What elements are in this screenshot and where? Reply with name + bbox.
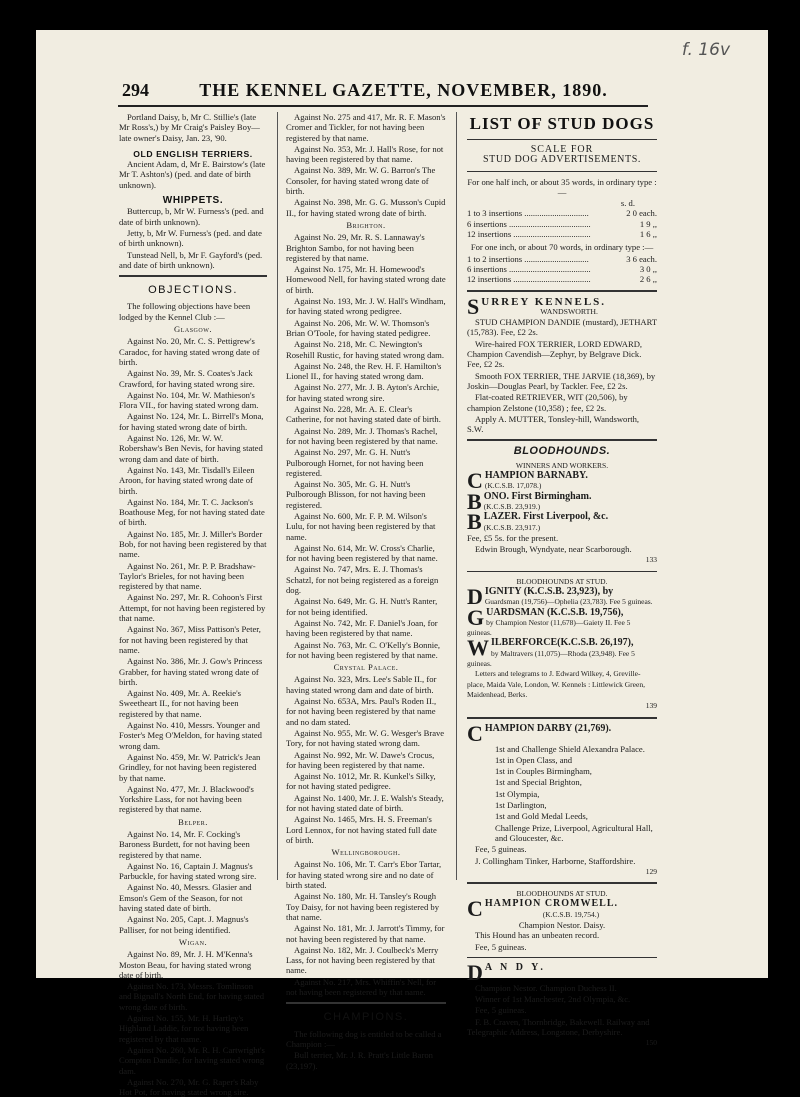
rate-price: 2 0 each. — [626, 208, 657, 219]
whippets-list — [119, 206, 267, 270]
objection-item: Against No. 600, Mr. F. P. M. Wilson's Lulu, for not having been registered by that name. — [286, 510, 436, 542]
sd-header: s. d. — [620, 198, 635, 209]
objection-item: Against No. 409, Mr. A. Reekie's Sweetheart II., for not having been registered by that name. — [119, 688, 241, 719]
dandy-text — [467, 983, 657, 1016]
rate-row — [467, 219, 657, 229]
column-divider-1 — [277, 112, 278, 880]
rate-half-inch-intro: For one half inch, or about 35 words, in ordinary type :— — [467, 176, 657, 197]
darby-ad-number: 129 — [645, 866, 657, 876]
cromwell-name: HAMPION CROMWELL. — [484, 898, 618, 910]
objection-item: Against No. 992, Mr. W. Dawe's Crocus, for having been registered by that name. — [286, 749, 435, 770]
objection-item: Against No. 297, Mr. R. Cohoon's First Attempt, for not having been registered by that name. — [119, 592, 266, 624]
belper-heading: Belper. — [178, 816, 208, 827]
winners-line: WINNERS AND WORKERS. — [515, 460, 609, 470]
objection-item: Against No. 20, Mr. C. S. Pettigrew's Caradoc, for having stated wrong date of birth. — [119, 336, 260, 367]
rate-price: 1 9 ,, — [639, 218, 657, 229]
crystal-palace-list — [286, 674, 446, 845]
objection-item: Against No. 459, Mr. W. Patrick's Jean Grindley, for not having been registered by that name. — [119, 751, 261, 783]
objection-item: Against No. 1465, Mrs. H. S. Freeman's Lord Lennox, for not having stated full date of birth. — [286, 814, 437, 845]
rate-price: 3 6 each. — [626, 253, 657, 264]
glasgow-list — [119, 336, 267, 814]
wigan-list — [119, 949, 267, 1097]
rate-label: 6 insertions ...................................... — [467, 263, 591, 274]
bloodhound-fee: Fee, £5 5s. for the present. — [467, 532, 559, 543]
objection-item: Against No. 40, Messrs. Glasier and Emson's Gem of the Season, for not having stated date of birth. — [119, 882, 252, 914]
bloodhound-entry — [467, 488, 657, 514]
entry-item: Buttercup, b, Mr W. Furness's (ped. and date of birth unknown). — [119, 206, 264, 227]
objection-item: Against No. 39, Mr. S. Coates's Jack Crawford, for having stated wrong sire. — [119, 368, 255, 389]
objection-item: Against No. 389, Mr. W. G. Barron's The Consoler, for having stated wrong date of birth. — [286, 165, 436, 197]
section-rule — [467, 882, 657, 884]
dropcap-letter: B — [467, 488, 482, 514]
surrey-text — [467, 317, 657, 434]
surrey-stud-entry: Smooth FOX TERRIER, THE JARVIE (18,369), by Joskin—Douglas Pearl, by Tackler. Fee, £2 2s. — [467, 370, 656, 391]
dropcap-letter: W — [467, 635, 489, 661]
column-three — [467, 112, 657, 1048]
rate-price: 3 0 ,, — [639, 263, 657, 274]
dandy-name: A N D Y. — [484, 961, 546, 973]
brighton-list — [286, 232, 446, 660]
intro-list — [119, 112, 267, 143]
section-rule — [119, 275, 267, 277]
objection-item: Against No. 398, Mr. G. G. Musson's Cupid II., for having stated wrong date of birth. — [286, 197, 446, 218]
rate-inch-intro: For one inch, or about 70 words, in ordinary type :— — [470, 242, 654, 253]
darby-win-line: 1st Darlington, — [495, 800, 547, 811]
objection-item: Against No. 14, Mr. F. Cocking's Baroness Burdett, for not having been registered by that name. — [119, 829, 250, 860]
old-english-heading: OLD ENGLISH TERRIERS. — [133, 148, 253, 159]
dandy-dropcap: D — [467, 959, 483, 985]
dog-registration: (K.C.S.B. 23,919.) — [483, 501, 541, 511]
stud-dog-entry — [467, 604, 657, 639]
darby-win-line: Challenge Prize, Liverpool, Agricultural Hall, and Gloucester, &c. — [495, 822, 653, 843]
scale-rule — [467, 171, 657, 172]
objection-item: Against No. 104, Mr. W. Mathieson's Flora VII., for having stated wrong dam. — [119, 389, 259, 411]
title-rule — [467, 139, 657, 140]
bloodhounds-at-stud-heading-2: BLOODHOUNDS AT STUD. — [516, 889, 608, 899]
section-rule — [467, 290, 657, 292]
surrey-kennels-title: URREY KENNELS. — [481, 295, 607, 308]
rate-price: 2 6 ,, — [639, 274, 657, 285]
rate-label: 6 insertions ...................................... — [467, 218, 591, 229]
section-rule — [467, 957, 657, 958]
running-head: THE KENNEL GAZETTE, NOVEMBER, 1890. — [199, 80, 608, 100]
bloodhound-ad-number: 133 — [645, 555, 657, 565]
darby-win-line: 1st in Open Class, and — [495, 754, 573, 765]
rate-label: 12 insertions .................................... — [467, 229, 591, 240]
darby-wins — [467, 744, 657, 844]
entry-item: Tunstead Nell, b, Mr F. Gayford's (ped. and date of birth unknown). — [119, 249, 263, 270]
scale-line-1: SCALE FOR — [530, 144, 594, 155]
dog-name: ONO. First Birmingham. — [483, 490, 592, 502]
rates-half-inch — [467, 208, 657, 239]
header-rule — [118, 105, 648, 107]
objection-item: Against No. 228, Mr. A. E. Clear's Catherine, for not having stated date of birth. — [286, 404, 441, 425]
dog-name: HAMPION BARNABY. — [484, 470, 588, 482]
old-english-list — [119, 159, 267, 190]
objection-item: Against No. 367, Miss Pattison's Peter, for not having been registered by that name. — [119, 624, 261, 655]
objection-item: Against No. 305, Mr. G. H. Nutt's Pulborough Blisson, for not having been registered. — [286, 479, 426, 510]
objection-item: Against No. 181, Mr. J. Jarrott's Timmy, for not having been registered by that name. — [286, 923, 445, 944]
objection-item: Against No. 193, Mr. J. W. Hall's Windham, for having stated wrong pedigree. — [286, 296, 446, 317]
bloodhound-entry — [467, 468, 657, 494]
darby-dropcap: C — [467, 720, 483, 746]
darby-win-line: 1st and Gold Medal Leeds, — [495, 811, 588, 822]
champions-intro: The following dog is entitled to be called a Champion :— — [286, 1028, 442, 1049]
objections-heading: OBJECTIONS. — [148, 284, 238, 297]
darby-win-line: 1st in Couples Birmingham, — [495, 766, 592, 777]
stud-contact: Letters and telegrams to J. Edward Wilkey, 4, Greville-place, Maida Vale, London, W. Kennels : Littlewick Green, Maidenhead, Berks. — [467, 669, 645, 699]
rate-row — [467, 264, 657, 274]
objection-item: Against No. 248, the Rev. H. F. Hamilton's Lionel II., for having stated wrong dam. — [286, 360, 442, 382]
column-one — [119, 112, 267, 1097]
dog-name: ILBERFORCE(K.C.S.B. 26,197), — [491, 637, 634, 649]
objection-item: Against No. 277, Mr. J. B. Ayton's Archie, for having stated wrong sire. — [286, 382, 440, 403]
stud-dog-entry — [467, 635, 657, 669]
entry-item: Ancient Adam, d, Mr E. Bairstow's (late Mr T. Ashton's) (ped. and date of birth unknown). — [119, 159, 266, 190]
brighton-heading: Brighton. — [346, 219, 386, 230]
objection-item: Against No. 126, Mr. W. W. Robershaw's Ben Nevis, for having stated wrong dam and date of birth. — [119, 433, 263, 464]
gazette-page — [36, 30, 768, 1097]
entry-item: Jetty, b, Mr W. Furness's (ped. and date of birth unknown). — [119, 227, 262, 249]
objection-item: Against No. 1400, Mr. J. E. Walsh's Steady, for not having stated date of birth. — [286, 792, 444, 813]
wellingborough-list — [286, 859, 446, 997]
objection-item: Against No. 205, Capt. J. Magnus's Palliser, for not being identified. — [119, 914, 249, 935]
rates-inch — [467, 254, 657, 285]
wigan-heading: Wigan. — [178, 936, 208, 947]
cromwell-fee: Fee, 5 guineas. — [475, 941, 527, 952]
page-header — [122, 80, 642, 102]
objection-item: Against No. 217, Mrs. Whiffin's Nell, for not having been registered by that name. — [286, 976, 437, 998]
darby-win-line: 1st Olympia, — [495, 788, 540, 799]
cromwell-dropcap: C — [467, 896, 483, 922]
objection-item: Against No. 477, Mr. J. Blackwood's Yorkshire Lass, for not having been registered by that name. — [119, 783, 254, 815]
objection-item: Against No. 184, Mr. T. C. Jackson's Boathouse Meg, for not having stated date of birth. — [119, 496, 265, 528]
champion-darby-ad — [467, 720, 657, 878]
surrey-stud-entry: Flat-coated RETRIEVER, WIT (20,506), by champion Zelstone (10,358) ; fee, £2 2s. — [467, 392, 628, 413]
surrey-dropcap: S — [467, 293, 480, 319]
rate-row — [467, 274, 657, 284]
objection-item: Against No. 289, Mr. J. Thomas's Rachel, for not having been registered by that name. — [286, 425, 438, 446]
objection-item: Against No. 653A, Mrs. Paul's Roden II., for not having been registered by that name and no dam stated. — [286, 696, 437, 727]
objection-item: Against No. 89, Mr. J. H. M'Kenna's Moston Beau, for having stated wrong date of birth. — [119, 949, 253, 980]
objection-item: Against No. 260, Mr. R. H. Cartwright's Compton Dandie, for having stated wrong dam. — [119, 1044, 265, 1076]
surrey-stud-entry: STUD CHAMPION DANDIE (mustard), JETHART (15,783). Fee, £2 2s. — [467, 317, 657, 338]
objection-item: Against No. 649, Mr. G. H. Nutt's Ranter, for not being identified. — [286, 596, 438, 617]
dog-registration: (K.C.S.B. 23,917.) — [483, 522, 541, 532]
dog-name: UARDSMAN (K.C.S.B. 19,756), — [486, 606, 624, 618]
objection-item: Against No. 175, Mr. H. Homewood's Homewood Nell, for having stated wrong date of birth. — [286, 264, 446, 295]
glasgow-heading: Glasgow. — [173, 324, 213, 335]
stud-dogs-title: LIST OF STUD DOGS — [469, 114, 655, 133]
objection-item: Against No. 323, Mrs. Lee's Sable II., for having stated wrong dam and date of birth. — [286, 674, 437, 695]
objection-item: Against No. 106, Mr. T. Carr's Ebor Tartar, for having stated wrong sire and no date of birth stated. — [286, 859, 442, 891]
dropcap-letter: B — [467, 509, 482, 535]
dog-pedigree: Guardsman (19,756)—Ophelia (23,783). Fee 5 guineas. — [484, 597, 653, 607]
surrey-place: WANDSWORTH. — [540, 306, 599, 316]
objection-item: Against No. 955, Mr. W. G. Wesger's Brave Tory, for not having stated wrong dam. — [286, 727, 445, 749]
rate-price: 1 6 ,, — [639, 229, 657, 240]
objection-item: Against No. 16, Captain J. Magnus's Parbuckle, for having stated wrong sire. — [119, 860, 257, 882]
objection-item: Against No. 261, Mr. P. P. Bradshaw-Taylor's Brieles, for not having been registered by that name. — [119, 560, 256, 592]
objection-item: Against No. 614, Mr. W. Cross's Charlie, for not having been registered by that name. — [286, 542, 438, 564]
surrey-kennels-ad — [467, 293, 657, 435]
darby-owner: J. Collingham Tinker, Harborne, Staffordshire. — [475, 855, 636, 866]
rate-label: 1 to 2 insertions .............................. — [467, 253, 589, 264]
cromwell-pedigree: Champion Nestor. Daisy. — [518, 920, 606, 930]
section-rule — [467, 571, 657, 572]
dandy-line: Fee, 5 guineas. — [475, 1005, 527, 1016]
rate-label: 12 insertions .................................... — [467, 274, 591, 285]
objection-item: Against No. 410, Messrs. Younger and Foster's Meg O'Meldon, for having stated wrong dam. — [119, 720, 262, 751]
dandy-owner: F. B. Craven, Thornbridge, Bakewell. Railway and Telegraphic Address, Longstone, Derbyshire. — [467, 1016, 650, 1038]
objection-item: Against No. 1012, Mr. R. Kunkel's Silky, for not having stated pedigree. — [286, 771, 436, 792]
rate-row — [467, 229, 657, 239]
whippets-heading: WHIPPETS. — [162, 195, 224, 207]
objection-item: Against No. 185, Mr. J. Miller's Border Bob, for not having been registered by that name. — [119, 528, 267, 560]
page-number: 294 — [122, 80, 149, 100]
scale-line-2: STUD DOG ADVERTISEMENTS. — [483, 154, 641, 166]
surrey-stud-entry: Apply A. MUTTER, Tonsley-hill, Wandsworth, S.W. — [467, 413, 640, 435]
crystal-palace-heading: Crystal Palace. — [333, 662, 399, 673]
column-divider-2 — [456, 112, 457, 880]
section-rule — [286, 1002, 446, 1004]
objection-item: Against No. 180, Mr. H. Tansley's Rough Toy Daisy, for not having been registered by that name. — [286, 891, 440, 922]
dog-pedigree: by Champion Nestor (11,678)—Gaiety II. Fee 5 guineas. — [467, 617, 631, 638]
bloodhounds-heading: BLOODHOUNDS. — [513, 445, 611, 458]
dog-pedigree: by Maltravers (11,075)—Rhoda (23,948). Fee 5 guineas. — [467, 648, 635, 669]
bloodhound-owner: Edwin Brough, Wyndyate, near Scarborough. — [475, 544, 632, 555]
champions-heading: CHAMPIONS. — [323, 1011, 409, 1024]
champions-item: Bull terrier, Mr. J. R. Pratt's Little Baron (23,197). — [286, 1050, 433, 1071]
surrey-stud-entry: Wire-haired FOX TERRIER, LORD EDWARD, Champion Cavendish—Zephyr, by Belgrave Dick. Fee, £2 2s. — [467, 338, 643, 370]
rate-row — [467, 254, 657, 264]
dropcap-letter: D — [467, 583, 483, 609]
stud-ad-number: 139 — [645, 701, 657, 711]
champion-cromwell-ad — [467, 896, 657, 952]
cromwell-note: This Hound has an unbeaten record. — [475, 930, 600, 941]
objection-item: Against No. 386, Mr. J. Gow's Princess Grabber, for having stated wrong date of birth. — [119, 656, 263, 687]
section-rule — [467, 717, 657, 719]
objection-item: Against No. 155, Mr. H. Hartley's Highland Laddie, for not having been registered by that name. — [119, 1013, 249, 1044]
dandy-ad-number: 150 — [645, 1038, 657, 1048]
dropcap-letter: G — [467, 604, 485, 630]
pencil-folio-note: f. 16v — [681, 40, 730, 60]
darby-win-line: 1st and Challenge Shield Alexandra Palace. — [495, 743, 645, 754]
column-two — [286, 112, 446, 1071]
objection-item: Against No. 297, Mr. G. H. Nutt's Pulborough Hornet, for not having been registered. — [286, 447, 424, 478]
objection-item: Against No. 173, Messrs. Tomlinson and Bignall's North End, for having stated wrong date of birth. — [119, 981, 264, 1012]
bloodhounds-at-stud-heading: BLOODHOUNDS AT STUD. — [516, 576, 608, 586]
darby-win-line: 1st and Special Brighton, — [495, 777, 582, 788]
objection-item: Against No. 270, Mr. G. Raper's Raby Hot Pot, for having stated wrong sire. — [119, 1076, 259, 1097]
objections-intro: The following objections have been lodged by the Kennel Club :— — [119, 301, 251, 322]
darby-name: HAMPION DARBY (21,769). — [484, 722, 612, 734]
section-rule — [467, 439, 657, 441]
dog-name: IGNITY (K.C.S.B. 23,923), by — [484, 585, 614, 597]
dandy-ad — [467, 959, 657, 1049]
objection-item: Against No. 182, Mr. J. Coulbeck's Merry Lass, for not having been registered by that name. — [286, 944, 439, 976]
entry-item: Portland Daisy, b, Mr C. Stillie's (late Mr Ross's,) by Mr Craig's Paisley Boy—late owner's Daisy, Jan. 23, '90. — [119, 112, 260, 143]
dandy-line: Champion Nestor. Champion Duchess II. — [475, 982, 617, 993]
rate-label: 1 to 3 insertions .............................. — [467, 208, 589, 219]
objections-continued-list — [286, 112, 446, 218]
objection-item: Against No. 29, Mr. R. S. Lannaway's Brighton Sambo, for not having been registered by that name. — [286, 232, 425, 263]
objection-item: Against No. 353, Mr. J. Hall's Rose, for not having been registered by that name. — [286, 143, 444, 165]
objection-item: Against No. 124, Mr. L. Birrell's Mona, for having stated wrong date of birth. — [119, 411, 264, 432]
dog-registration: (K.C.S.B. 17,078.) — [484, 481, 542, 491]
objection-item: Against No. 143, Mr. Tisdall's Eileen Aroon, for having stated wrong date of birth. — [119, 464, 255, 496]
dropcap-letter: C — [467, 468, 483, 494]
objection-item: Against No. 742, Mr. F. Daniel's Joan, for having been registered by that name. — [286, 617, 438, 639]
stud-dog-entry — [467, 583, 657, 609]
cromwell-reg: (K.C.S.B. 19,754.) — [542, 909, 600, 919]
objection-item: Against No. 763, Mr. C. O'Kelly's Bonnie, for not having been registered by that name. — [286, 639, 441, 660]
objection-item: Against No. 206, Mr. W. W. Thomson's Brian O'Toole, for having stated pedigree. — [286, 317, 431, 338]
objection-item: Against No. 218, Mr. C. Newington's Rosehill Rustic, for having stated wrong dam. — [286, 339, 445, 360]
dandy-line: Winner of 1st Manchester, 2nd Olympia, &c. — [475, 994, 631, 1005]
objection-item: Against No. 747, Mrs. E. J. Thomas's Schatzl, for not being registered as a foreign dog. — [286, 564, 439, 596]
belper-list — [119, 829, 267, 935]
wellingborough-heading: Wellingborough. — [331, 847, 401, 858]
bloodhound-dogs — [467, 468, 657, 535]
objection-item: Against No. 275 and 417, Mr. R. F. Mason's Cromer and Tickler, for not having been registered by that name. — [286, 112, 446, 143]
bloodhound-entry — [467, 509, 657, 535]
rate-row — [467, 208, 657, 218]
dog-name: LAZER. First Liverpool, &c. — [483, 511, 609, 523]
stud-dogs-list — [467, 583, 657, 669]
darby-fee: Fee, 5 guineas. — [475, 844, 527, 855]
